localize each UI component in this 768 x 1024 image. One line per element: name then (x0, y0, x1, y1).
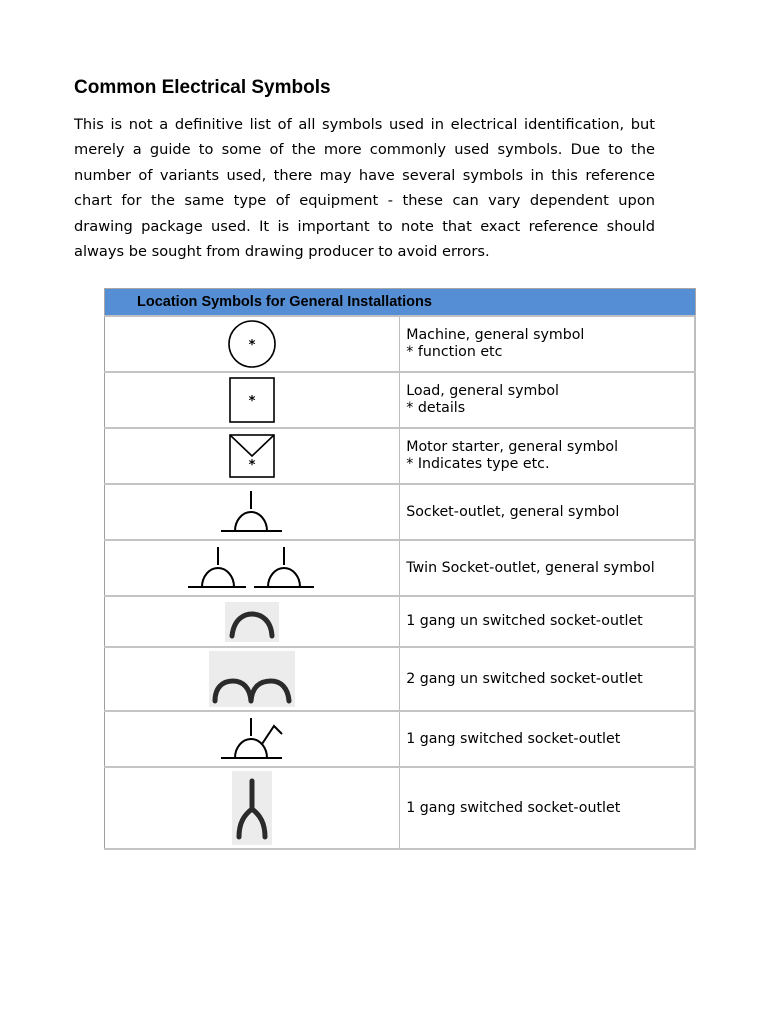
table-row (105, 647, 696, 711)
symbol-cell (105, 711, 400, 767)
description-cell (400, 711, 695, 767)
socket-outlet-icon (220, 489, 284, 535)
description-cell (400, 596, 695, 647)
symbol-cell (105, 484, 400, 540)
one-gang-switched-icon (220, 716, 284, 762)
svg-text:*: * (248, 394, 256, 409)
symbols-table (104, 288, 696, 850)
description-line: Machine, general symbol (406, 327, 585, 343)
description-cell (400, 767, 695, 849)
description-cell (400, 372, 695, 428)
description-line: 1 gang un switched socket-outlet (406, 613, 643, 629)
description-cell (400, 540, 695, 596)
table-row (105, 316, 696, 372)
description-cell (400, 316, 695, 372)
page-title: Common Electrical Symbols (74, 77, 331, 98)
description-note: * details (406, 400, 466, 416)
description-line: Load, general symbol (406, 383, 559, 399)
machine-circle-star-icon (227, 319, 277, 369)
load-square-star-icon (228, 376, 276, 424)
intro-paragraph: This is not a definitive list of all symbols used in electrical identification, but merely a guide to some of the more commonly used symbols. Due to the number of variants used, there may have several symbols in this reference chart for the same type of equipment - these can vary dependent upon drawing package used. It is important to note that exact reference should always be sought from drawing producer to avoid errors. (74, 116, 655, 261)
table-row (105, 372, 696, 428)
description-note: * function etc (406, 344, 503, 360)
table-header: Location Symbols for General Installations (105, 289, 696, 317)
description-cell (400, 647, 695, 711)
description-line: Twin Socket-outlet, general symbol (406, 559, 655, 576)
description-line: Motor starter, general symbol (406, 439, 619, 455)
description-line: Socket-outlet, general symbol (406, 503, 620, 520)
one-gang-switched-alt-icon (232, 771, 272, 845)
symbol-cell (105, 767, 400, 849)
one-gang-unswitched-icon (225, 602, 279, 642)
symbol-cell (105, 596, 400, 647)
description-line: 1 gang switched socket-outlet (406, 730, 621, 747)
svg-text:*: * (248, 338, 256, 353)
symbol-cell (105, 428, 400, 484)
symbol-cell (105, 372, 400, 428)
symbol-cell (105, 540, 400, 596)
table-row (105, 596, 696, 647)
description-line: 1 gang switched socket-outlet (406, 799, 621, 816)
description-note: * Indicates type etc. (406, 456, 550, 472)
table-row (105, 428, 696, 484)
table-row (105, 767, 696, 849)
twin-socket-outlet-icon (188, 545, 316, 591)
two-gang-unswitched-icon (209, 651, 295, 707)
description-line: 2 gang un switched socket-outlet (406, 670, 643, 687)
table-row (105, 540, 696, 596)
svg-text:*: * (248, 458, 256, 473)
table-row (105, 484, 696, 540)
table-header-row (105, 289, 696, 317)
table-row (105, 711, 696, 767)
symbol-cell (105, 647, 400, 711)
symbol-cell (105, 316, 400, 372)
description-cell (400, 428, 695, 484)
description-cell (400, 484, 695, 540)
motor-starter-icon (228, 433, 276, 479)
